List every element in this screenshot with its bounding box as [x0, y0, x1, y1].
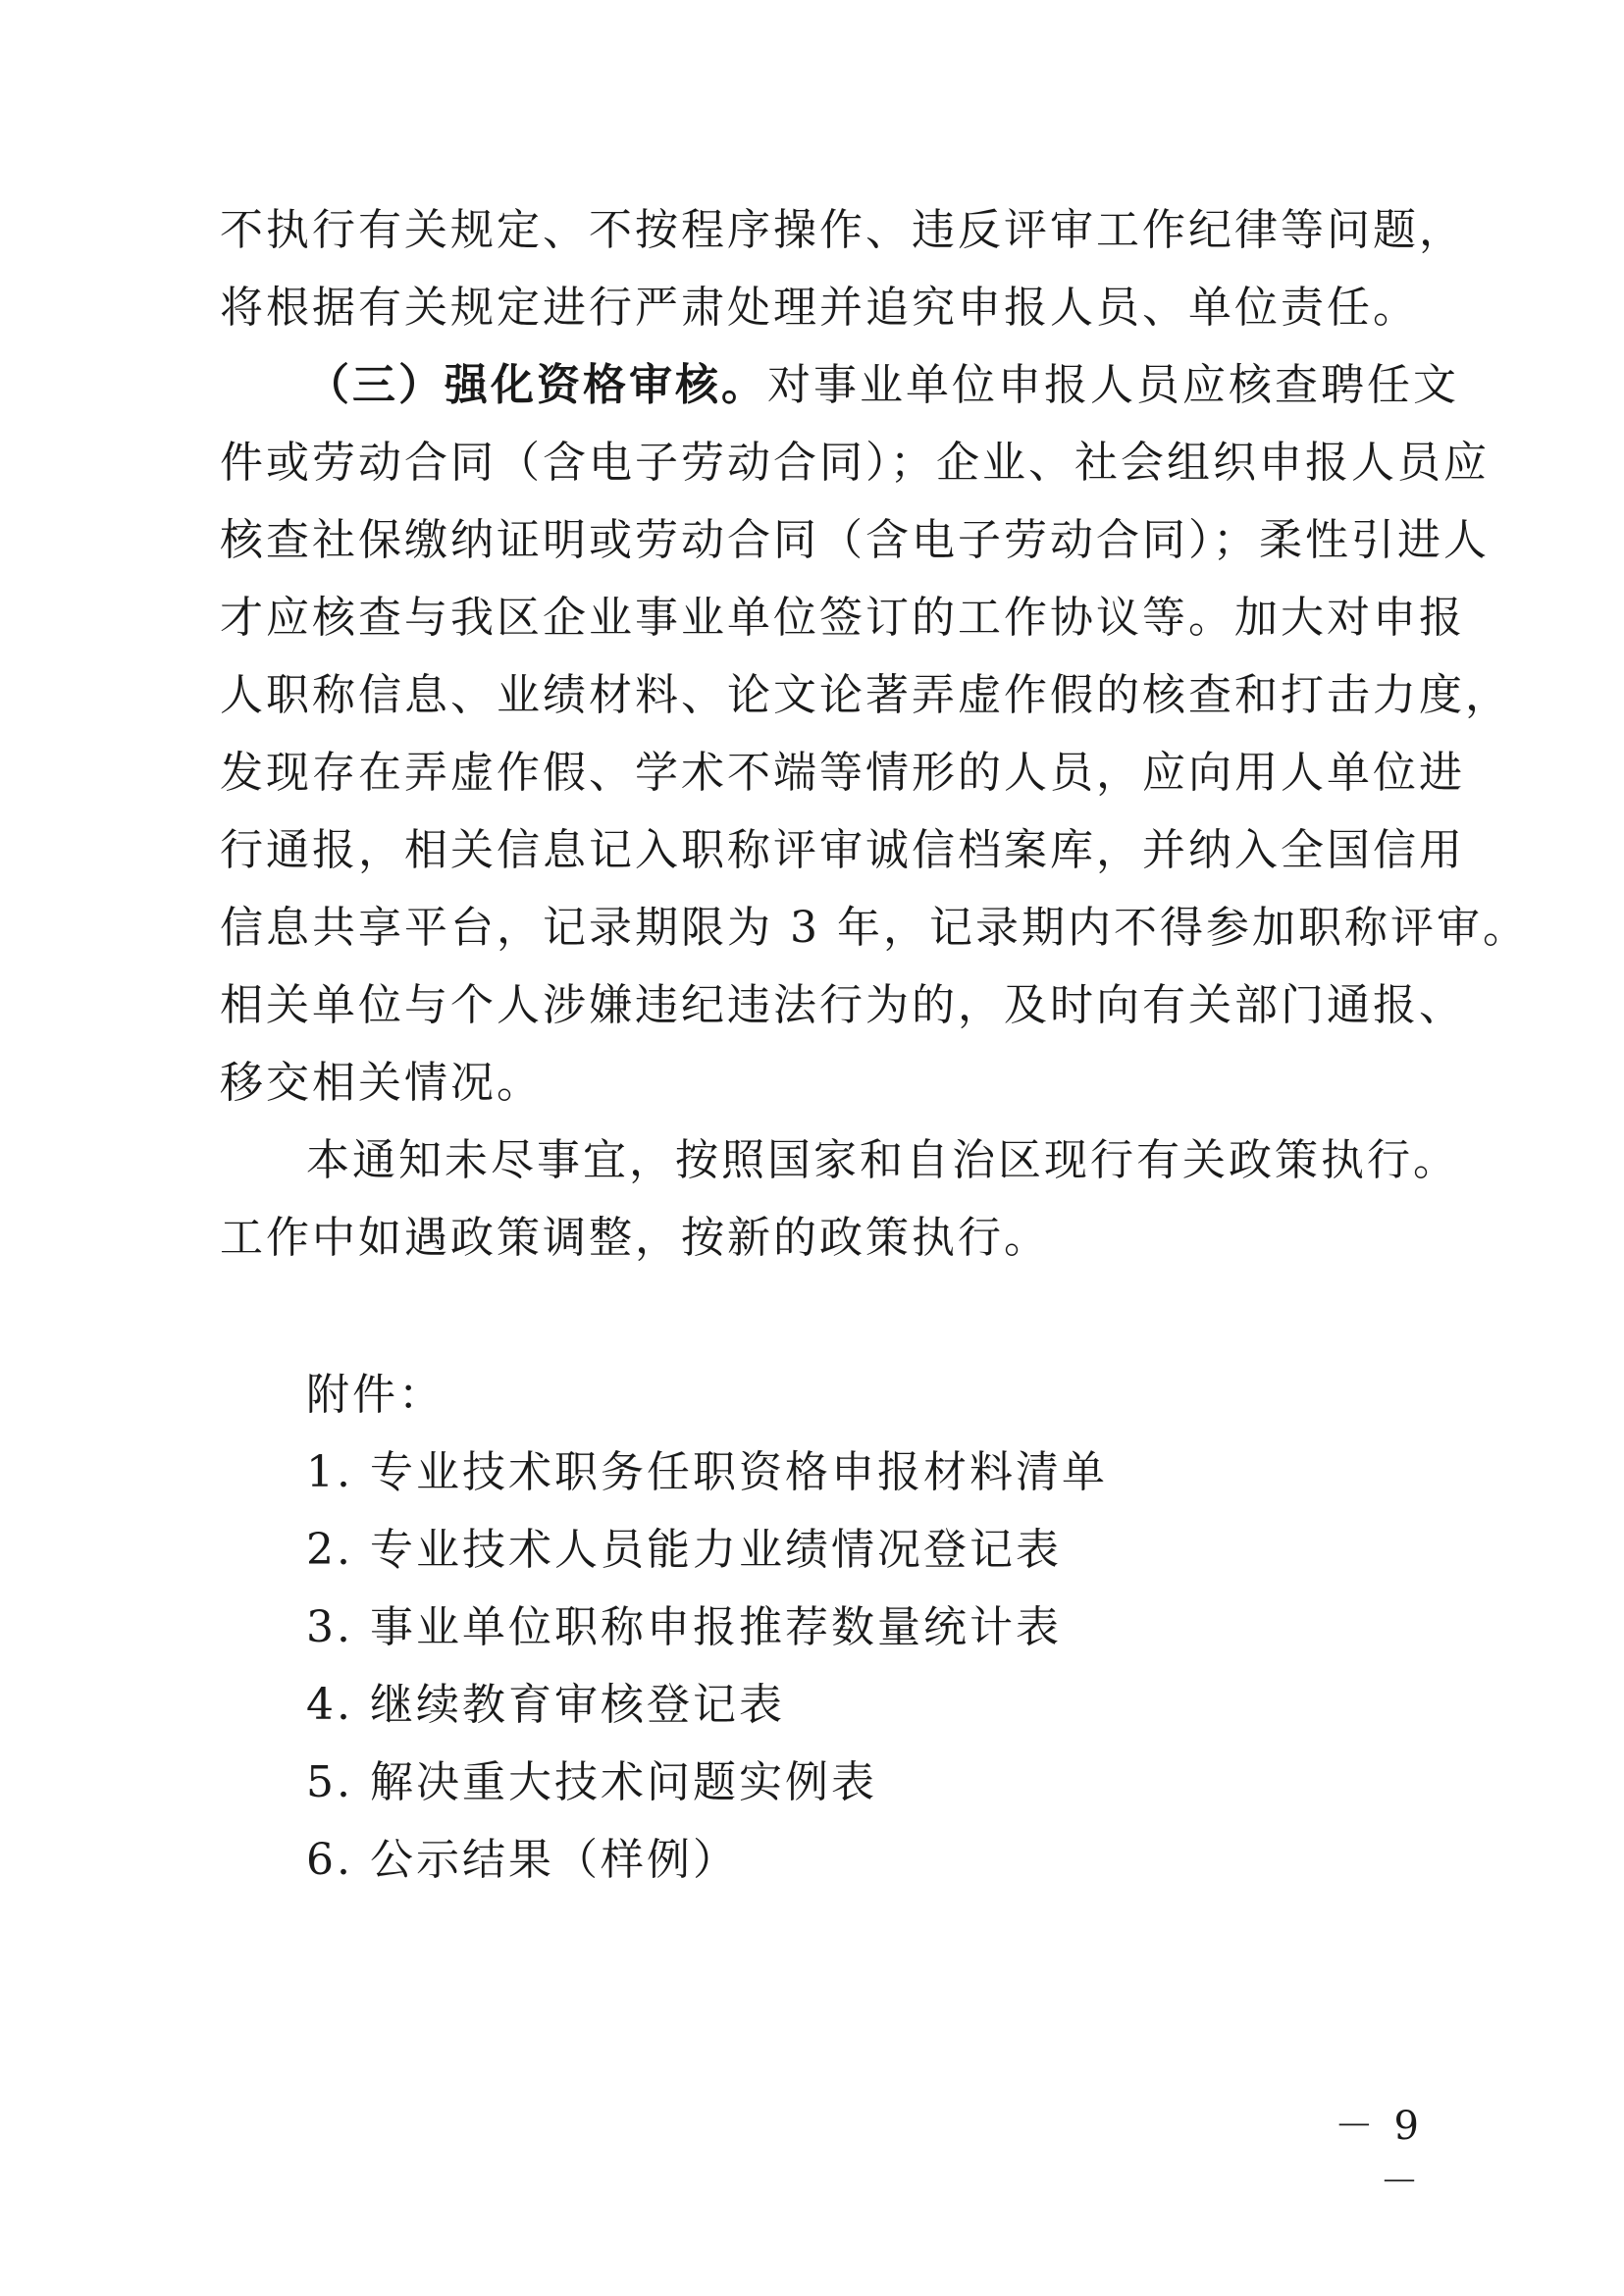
text-line: 工作中如遇政策调整，按新的政策执行。 [220, 1213, 1050, 1263]
attachment-item: 5. 解决重大技术问题实例表 [306, 1757, 877, 1807]
attachment-item: 6. 公示结果（样例） [306, 1835, 739, 1885]
text-line: 人职称信息、业绩材料、论文论著弄虚作假的核查和打击力度， [220, 670, 1511, 720]
attachments-label: 附件： [306, 1370, 445, 1420]
text-fragment: 对事业单位申报人员应核查聘任文 [767, 360, 1459, 410]
attachment-item: 3. 事业单位职称申报推荐数量统计表 [306, 1602, 1062, 1652]
text-line: 件或劳动合同（含电子劳动合同）；企业、社会组织申报人员应 [220, 438, 1490, 488]
text-line: 信息共享平台，记录期限为 3 年，记录期内不得参加职称评审。 [220, 903, 1529, 953]
section-heading: （三）强化资格审核。 [306, 360, 767, 410]
paragraph-discipline [220, 191, 1465, 346]
attachment-item: 1. 专业技术职务任职资格申报材料清单 [306, 1447, 1108, 1497]
attachment-item: 2. 专业技术人员能力业绩情况登记表 [306, 1525, 1062, 1575]
text-line: 才应核查与我区企业事业单位签订的工作协议等。加大对申报 [220, 593, 1465, 643]
text-line: 本通知未尽事宜，按照国家和自治区现行有关政策执行。 [306, 1135, 1459, 1185]
attachment-item: 4. 继续教育审核登记表 [306, 1680, 785, 1730]
paragraph-qualification-review [220, 346, 1529, 1122]
text-line: 核查社保缴纳证明或劳动合同（含电子劳动合同）；柔性引进人 [220, 515, 1490, 565]
paragraph-closing [220, 1122, 1459, 1277]
text-line [220, 346, 1459, 424]
text-line: 行通报，相关信息记入职称评审诚信档案库，并纳入全国信用 [220, 825, 1465, 875]
text-line: 将根据有关规定进行严肃处理并追究申报人员、单位责任。 [220, 283, 1419, 333]
text-line: 发现存在弄虚作假、学术不端等情形的人员，应向用人单位进 [220, 748, 1465, 798]
page-number: － 9 － [1334, 2104, 1423, 2205]
text-line: 不执行有关规定、不按程序操作、违反评审工作纪律等问题， [220, 205, 1465, 255]
text-line: 移交相关情况。 [220, 1058, 543, 1108]
text-line: 相关单位与个人涉嫌违纪违法行为的，及时向有关部门通报、 [220, 980, 1465, 1030]
attachments-list [306, 1434, 1386, 1899]
